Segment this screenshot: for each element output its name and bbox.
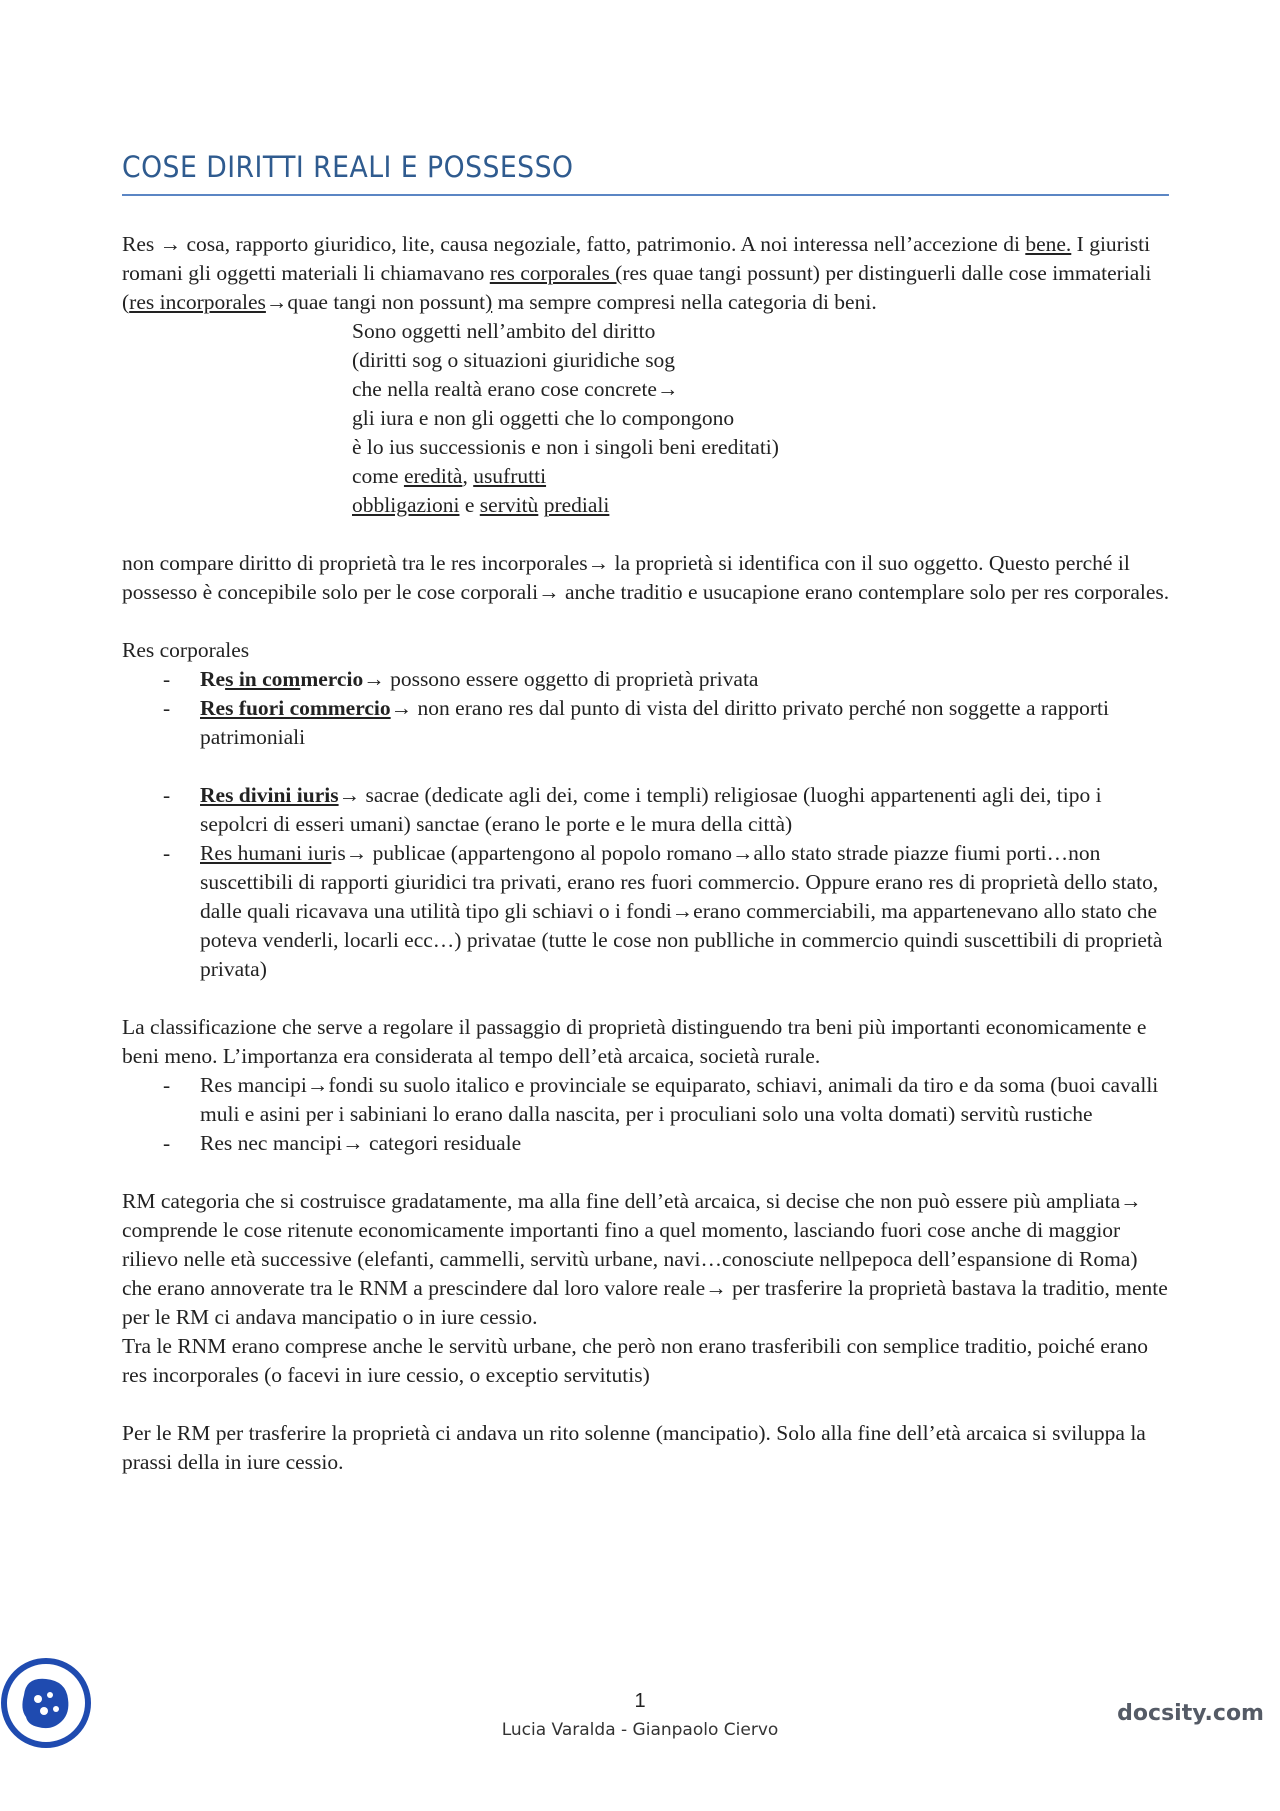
res-corporales-list: [122, 665, 1170, 752]
page-number: 1: [634, 1690, 646, 1712]
paragraph-rito-solenne: Per le RM per trasferire la proprietà ci andava un rito solenne (mancipatio). Solo alla fine dell’età arcaica si sviluppa la prassi della in iure cessio.: [122, 1421, 1146, 1474]
list-item: - Res divini iuris→ sacrae (dedicate agli dei, come i templi) religiosae (luoghi appartenenti agli dei, tipo i sepolcri di esseri umani) sanctae (erano le porte e le mura della città): [200, 781, 1170, 839]
res-iuris-list: [122, 781, 1170, 984]
list-item: - Res fuori commercio→ non erano res dal punto di vista del diritto privato perché non soggette a rapporti patrimoniali: [200, 694, 1170, 752]
res-corporales-heading: Res corporales: [122, 638, 250, 662]
paragraph-classificazione: La classificazione che serve a regolare il passaggio di proprietà distinguendo tra beni più importanti economicamente e beni meno. L’importanza era considerata al tempo dell’età arcaica, società rurale.: [122, 1015, 1147, 1068]
list-item: - Res mancipi→fondi su suolo italico e provinciale se equiparato, schiavi, animali da tiro e da soma (buoi cavalli muli e asini per i sabiniani lo erano dalla nascita, per i proculiani solo una volta domati) servitù rustiche: [200, 1071, 1170, 1129]
paragraph-rm-categoria: RM categoria che si costruisce gradatamente, ma alla fine dell’età arcaica, si decise che non può essere più ampliata→ comprende le cose ritenute economicamente importanti fino a quel momento, lasciando fuori cose anche di maggior rilievo nelle età successive (elefanti, cammelli, servitù urbane, navi…conosciute nellpepoca dell’espansione di Roma) che erano annoverate tra le RNM a prescindere dal loro valore reale→ per trasferire la proprietà bastava la traditio, mente per le RM ci andava mancipatio o in iure cessio.: [122, 1189, 1168, 1329]
indented-line: che nella realtà erano cose concrete→: [352, 377, 679, 401]
indented-note: [352, 317, 1170, 520]
indented-line: è lo ius successionis e non i singoli beni ereditati): [352, 435, 779, 459]
list-item: - Res in commercio→ possono essere oggetto di proprietà privata: [200, 665, 1170, 694]
indented-line: gli iura e non gli oggetti che lo compongono: [352, 406, 735, 430]
paragraph-proprieta: non compare diritto di proprietà tra le res incorporales→ la proprietà si identifica con il suo oggetto. Questo perché il possesso è concepibile solo per le cose corporali→ anche traditio e usucapione erano contemplare solo per res corporales.: [122, 551, 1170, 604]
footer-authors: Lucia Varalda - Gianpaolo Ciervo: [501, 1720, 779, 1740]
paragraph-res-definition: Res → cosa, rapporto giuridico, lite, causa negoziale, fatto, patrimonio. A noi interessa nell’accezione di bene. I giuristi romani gli oggetti materiali li chiamavano res corporales (res quae tangi possunt) per distinguerli dalle cose immateriali (res incorporales→quae tangi non possunt) ma sempre compresi nella categoria di beni.: [122, 232, 1152, 314]
document-page: [122, 150, 1170, 1477]
page-title: COSE DIRITTI REALI E POSSESSO: [122, 150, 1169, 196]
list-item: - Res humani iuris→ publicae (appartengono al popolo romano→allo stato strade piazze fiumi porti…non suscettibili di rapporti giuridici tra privati, erano res fuori commercio. Oppure erano res di proprietà dello stato, dalle quali ricavava una utilità tipo gli schiavi o i fondi→erano commerciabili, ma appartenevano allo stato che poteva venderli, locarli ecc…) privatae (tutte le cose non publliche in commercio quindi suscettibili di proprietà privata): [200, 839, 1170, 984]
indented-line: obbligazioni e servitù prediali: [352, 493, 610, 517]
indented-line: come eredità, usufrutti: [352, 464, 547, 488]
paragraph-rnm: Tra le RNM erano comprese anche le servitù urbane, che però non erano trasferibili con semplice traditio, poiché erano res incorporales (o facevi in iure cessio, o exceptio servitutis): [122, 1334, 1149, 1387]
document-body: [122, 230, 1170, 1477]
docsity-brand-link[interactable]: docsity.com: [1117, 1701, 1264, 1726]
indented-line: Sono oggetti nell’ambito del diritto: [352, 319, 656, 343]
list-item: - Res nec mancipi→ categori residuale: [200, 1129, 1170, 1158]
indented-line: (diritti sog o situazioni giuridiche sog: [352, 348, 676, 372]
res-mancipi-list: [122, 1071, 1170, 1158]
